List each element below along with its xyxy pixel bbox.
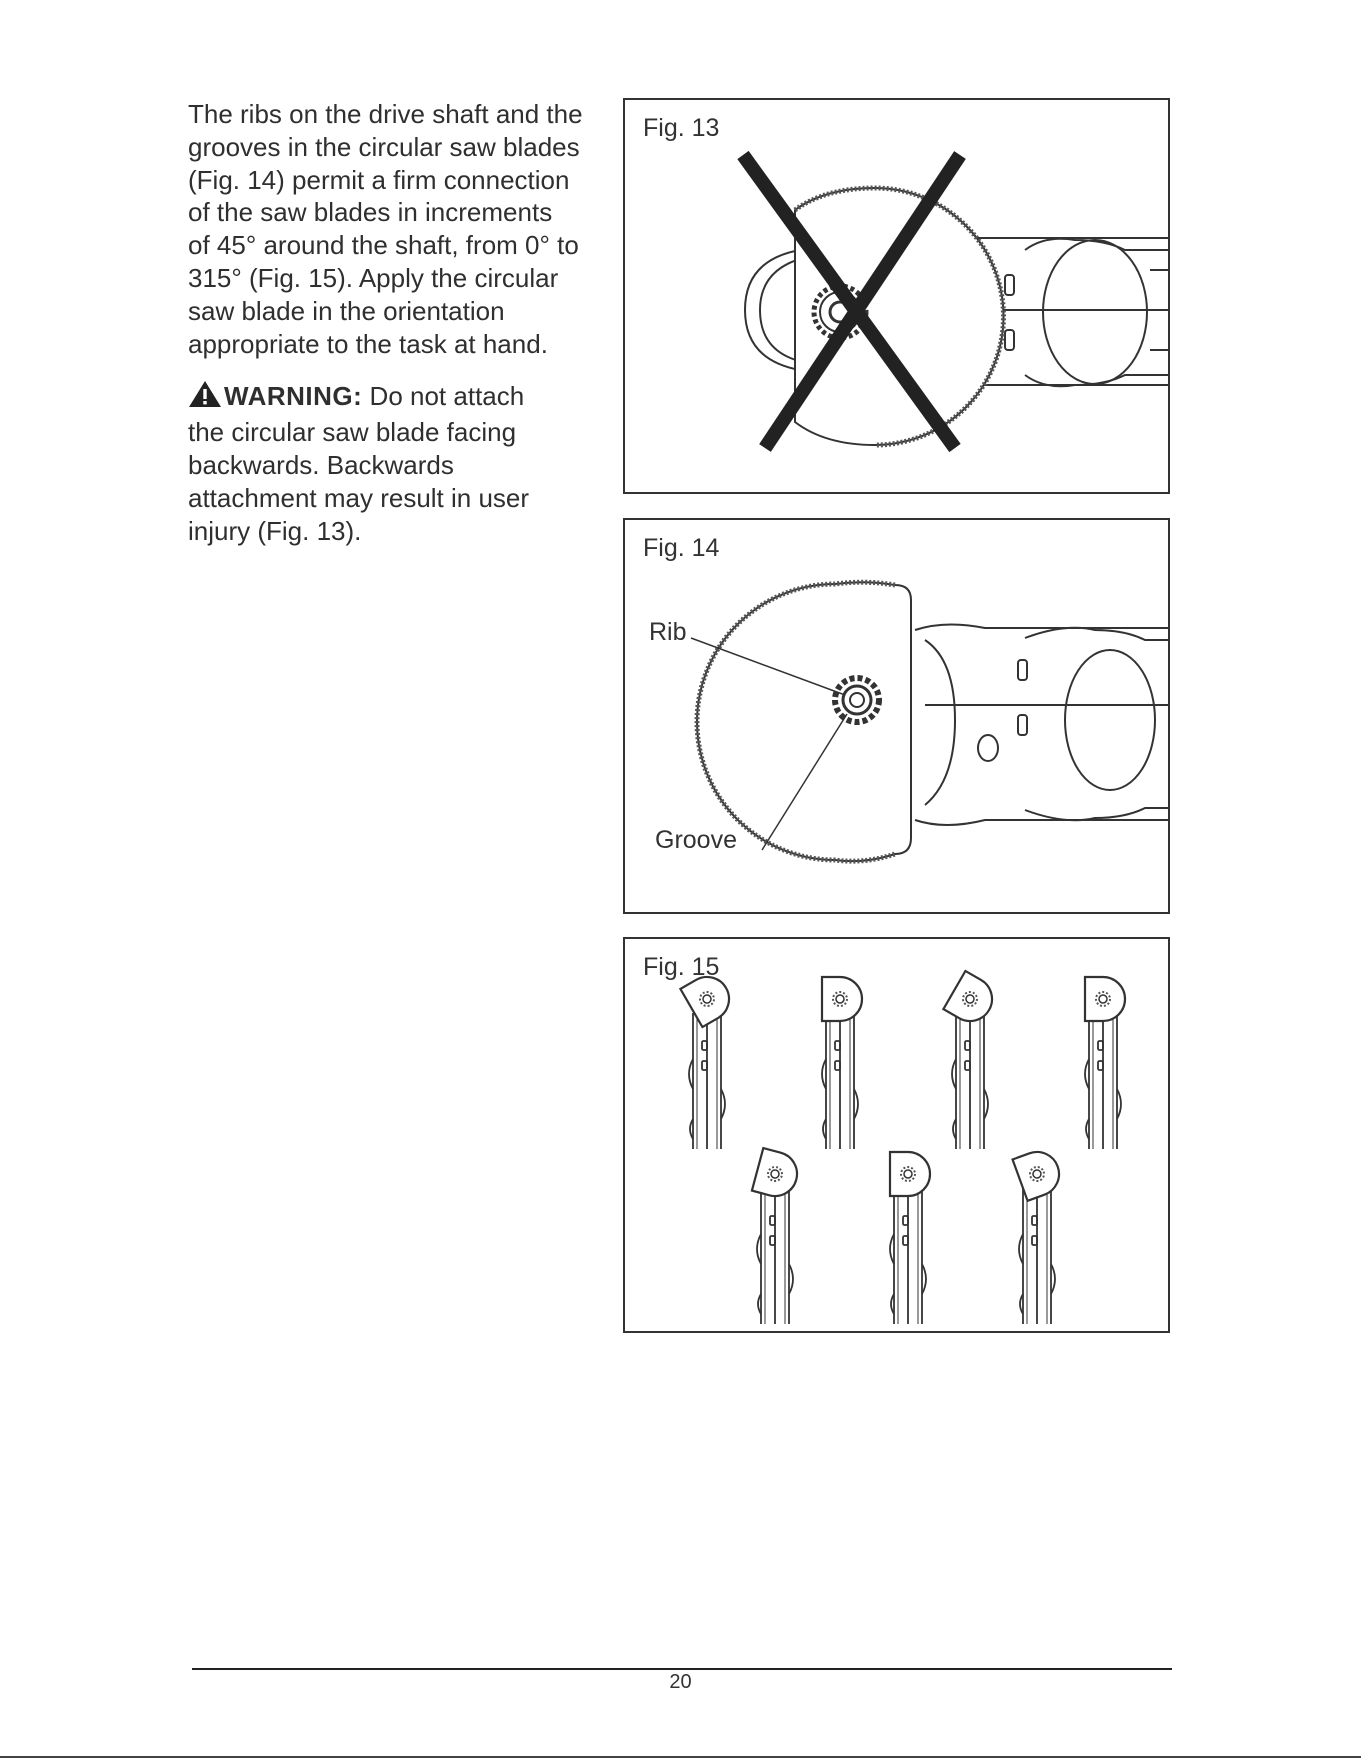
rib-callout: Rib: [649, 618, 687, 646]
orientation-diagram: [822, 977, 862, 1149]
paragraph-line: of 45° around the shaft, from 0° to: [188, 230, 579, 261]
paragraph-line: (Fig. 14) permit a firm connection: [188, 164, 570, 195]
orientation-diagram: [943, 971, 1000, 1149]
warning-first-line: [188, 380, 620, 416]
groove-callout: Groove: [655, 826, 737, 854]
warning-paragraph: [188, 380, 620, 547]
page-number: 20: [669, 1671, 692, 1693]
warning-line: the circular saw blade facing: [188, 417, 517, 448]
paragraph-line: 315° (Fig. 15). Apply the circular: [188, 262, 559, 293]
paragraph-line: appropriate to the task at hand.: [188, 328, 548, 359]
warning-line: backwards. Backwards: [188, 449, 454, 480]
fig13-label: Fig. 13: [643, 114, 720, 142]
fig14-label: Fig. 14: [643, 534, 720, 562]
figure-14: [623, 518, 1170, 914]
fig15-illustration: [625, 939, 1170, 1333]
instruction-paragraph: [188, 98, 620, 360]
fig13-illustration: [625, 100, 1170, 494]
page-bottom-edge: [0, 1756, 1361, 1758]
orientation-diagram: [752, 1148, 802, 1324]
orientation-diagram: [890, 1152, 930, 1324]
warning-line: attachment may result in user: [188, 482, 530, 513]
warning-line: injury (Fig. 13).: [188, 515, 362, 546]
orientation-diagram: [1085, 977, 1125, 1149]
warning-label: WARNING:: [224, 381, 363, 412]
paragraph-line: of the saw blades in increments: [188, 197, 553, 228]
footer-rule: [192, 1668, 1172, 1670]
paragraph-line: saw blade in the orientation: [188, 295, 505, 326]
orientation-diagram: [680, 969, 737, 1149]
orientation-diagrams: [680, 969, 1125, 1324]
warning-lines: [188, 416, 620, 547]
warning-triangle-icon: [188, 380, 222, 416]
figure-13: [623, 98, 1170, 494]
orientation-diagram: [1013, 1146, 1066, 1324]
fig15-label: Fig. 15: [643, 953, 720, 981]
paragraph-line: The ribs on the drive shaft and the: [188, 99, 583, 129]
figure-15: [623, 937, 1170, 1333]
paragraph-line: grooves in the circular saw blades: [188, 131, 580, 162]
warning-first-line-text: Do not attach: [362, 381, 525, 412]
body-text: [188, 98, 620, 547]
